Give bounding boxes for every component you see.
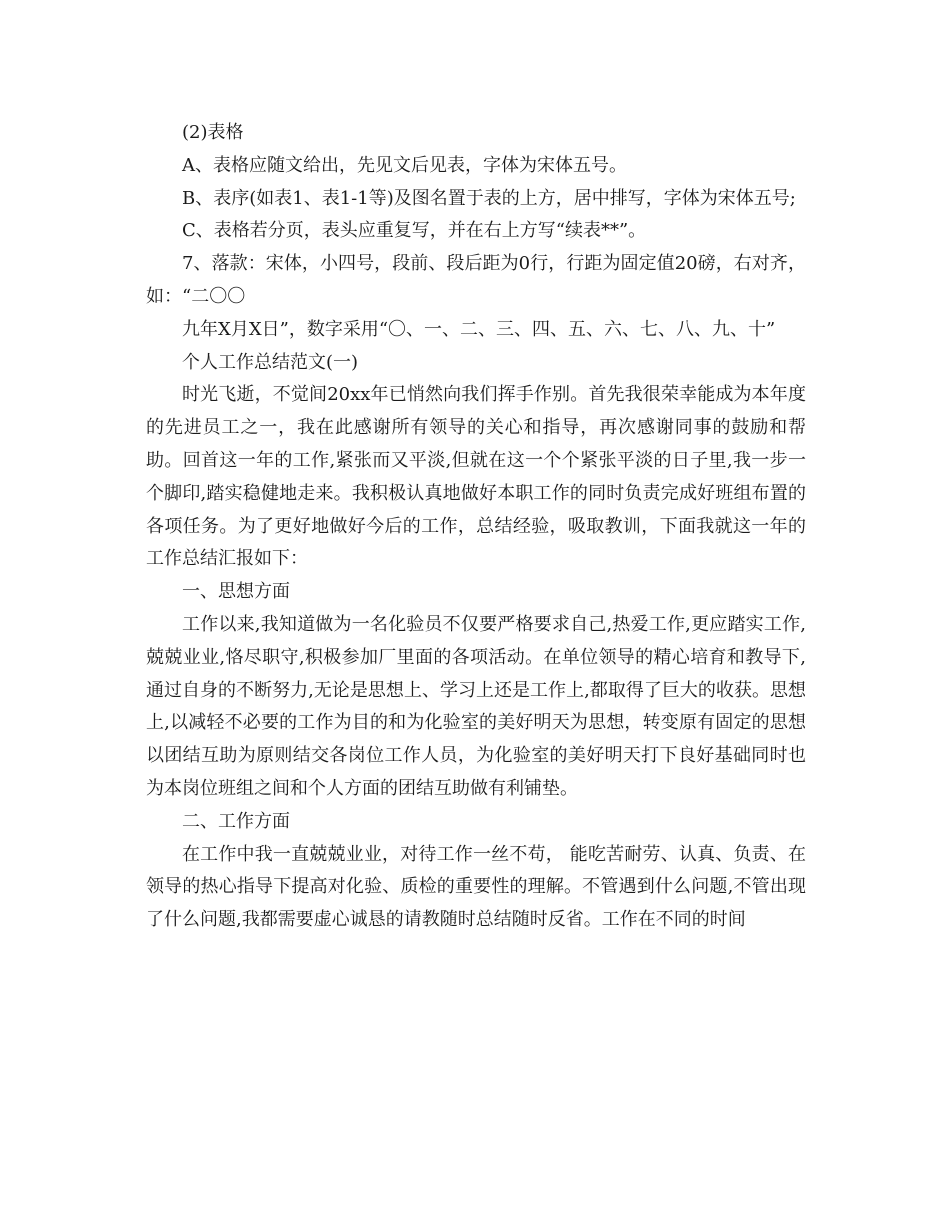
paragraph-date-format: 九年X月X日”，数字采用“〇、一、二、三、四、五、六、七、八、九、十” <box>182 318 776 340</box>
paragraph-table-rule-a: A、表格应随文给出，先见文后见表，字体为宋体五号。 <box>182 154 627 176</box>
section-title-sample: 个人工作总结范文(一) <box>182 351 359 373</box>
paragraph-table-heading: (2)表格 <box>182 122 244 143</box>
paragraph-thought: 工作以来,我知道做为一名化验员不仅要严格要求自己,热爱工作,更应踏实工作,兢兢业业,恪尽职守,积极参加厂里面的各项活动。在单位领导的精心培育和教导下,通过自身的不断努力,无论是思想上、学习上还是工作上,都取得了巨大的收获。思想上,以减轻不必要的工作为目的和为化验室的美好明天为思想，转变原有固定的思想以团结互助为原则结交各岗位工作人员，为化验室的美好明天打下良好基础同时也为本岗位班组之间和个人方面的团结互助做有利铺垫。 <box>146 613 806 799</box>
paragraph-table-rule-c: C、表格若分页，表头应重复写，并在右上方写“续表**”。 <box>182 220 647 242</box>
document-body <box>146 117 806 937</box>
section-heading-work: 二、工作方面 <box>182 810 290 832</box>
paragraph-work: 在工作中我一直兢兢业业，对待工作一丝不苟， 能吃苦耐劳、认真、负责、在领导的热心指导下提高对化验、质检的重要性的理解。不管遇到什么问题,不管出现了什么问题,我都需要虚心诚恳的请教随时总结随时反省。工作在不同的时间 <box>146 843 806 931</box>
paragraph-signature-rule: 7、落款：宋体，小四号，段前、段后距为0行，行距为固定值20磅，右对齐，如：“二〇〇 <box>146 253 806 307</box>
paragraph-table-rule-b: B、表序(如表1、表1-1等)及图名置于表的上方，居中排写，字体为宋体五号; <box>182 187 796 209</box>
section-heading-thought: 一、思想方面 <box>182 581 290 603</box>
paragraph-intro: 时光飞逝，不觉间20xx年已悄然向我们挥手作别。首先我很荣幸能成为本年度的先进员工之一，我在此感谢所有领导的关心和指导，再次感谢同事的鼓励和帮助。回首这一年的工作,紧张而又平淡,但就在这一个个紧张平淡的日子里,我一步一个脚印,踏实稳健地走来。我积极认真地做好本职工作的同时负责完成好班组布置的各项任务。为了更好地做好今后的工作，总结经验，吸取教训，下面我就这一年的工作总结汇报如下： <box>146 384 806 570</box>
